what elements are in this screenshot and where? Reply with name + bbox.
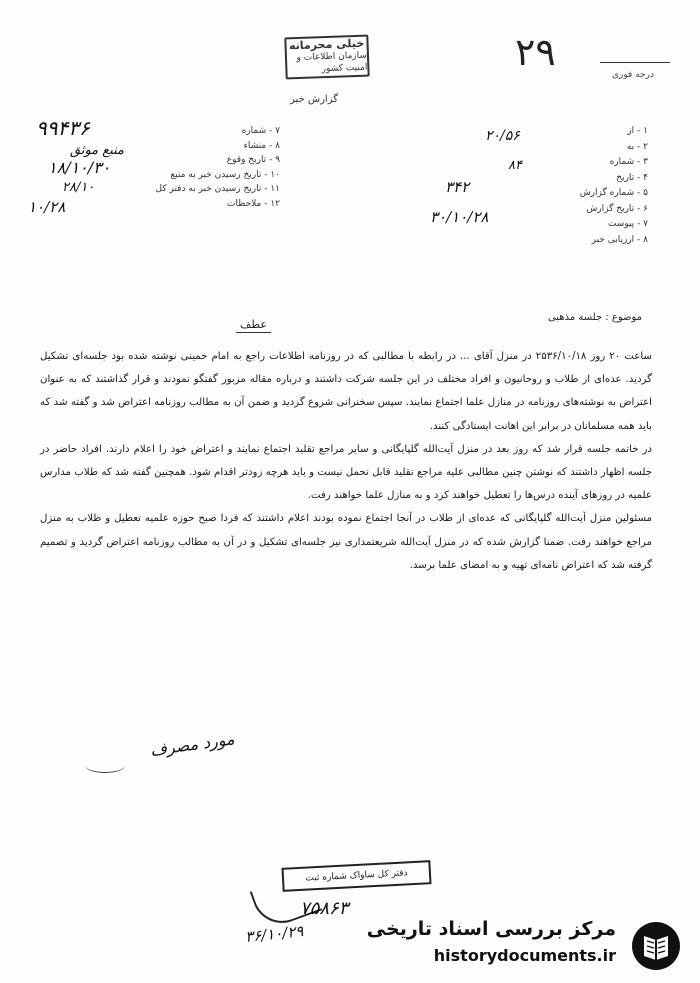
field-label: ۸ - ارزیابی خبر [591, 234, 648, 245]
field-label: ۷ - پیوست [607, 219, 648, 229]
left-form-fields [130, 124, 280, 211]
field-label: ۱ - از [627, 126, 648, 136]
margin-note: مورد مصرف [149, 729, 236, 760]
book-logo-icon [630, 920, 682, 972]
classification-stamp [284, 35, 369, 80]
handwritten-report-number: ۳۴۲ [445, 178, 470, 196]
body-paragraph: ساعت ۲۰ روز ۲۵۳۶/۱۰/۱۸ در منزل آقای ... در رابطه با مطالبی که در روزنامه اطلاعات راجع به امام خمینی نوشته شده بود جلسه‌ای تشکیل گردید. عده‌ای از طلاب و روحانیون و افراد مختلف در این جلسه شرکت داشتند و درباره مقاله مزبور گفتگو نمودند و قرار گذاشتند که به عنوان اعتراض به نوشته‌های روزنامه در منازل علما اجتماع نمایند. سپس سخنرانی شروع گردید و ضمن آن به مطالب روزنامه اعتراض شد و گفته شد که باید همه مسلمانان در برابر این اهانت ایستادگی کنند. [40, 351, 652, 432]
field-label: ۶ - تاریخ گزارش [586, 203, 648, 214]
urgency-label: درجه فوری [612, 70, 654, 80]
handwritten-number: ۹۹۴۳۶ [36, 116, 90, 140]
report-label: گزارش خبر [290, 94, 338, 105]
field-label: ۵ - شماره گزارش [579, 188, 648, 198]
handwritten-to: ۸۴ [508, 158, 522, 173]
report-body [40, 345, 652, 577]
page-number: ۲۹ [515, 30, 556, 74]
field-label: ۷ - شماره [241, 126, 280, 136]
field-label: ۴ - تاریخ [616, 172, 648, 183]
field-label: ۱۱ - تاریخ رسیدن خبر به دفتر کل [155, 184, 280, 194]
registration-date: ۳۶/۱۰/۲۹ [244, 921, 305, 947]
subject-heading: عطف [240, 318, 267, 331]
registration-number: ۷۵۸۶۳ [300, 898, 349, 919]
field-label: ۱۲ - ملاحظات [227, 198, 280, 209]
handwritten-source: منبع موثق [70, 143, 124, 158]
page-number-underline [600, 62, 670, 63]
subject-line: موضوع : جلسه مذهبی [547, 312, 642, 323]
watermark-url: historydocuments.ir [433, 946, 616, 965]
field-label: ۳ - شماره [609, 157, 648, 167]
watermark [366, 918, 688, 974]
field-label: ۸ - منشاء [243, 140, 280, 151]
handwritten-report-date: ۳۰/۱۰/۲۸ [430, 208, 489, 226]
handwritten-from: ۲۰/۵۶ [485, 128, 520, 144]
receipt-stamp: دفتر کل ساواک شماره ثبت [281, 860, 431, 892]
field-label: ۲ - به [626, 141, 648, 152]
stamp-line-2: سازمان اطلاعات و امنیت کشور [296, 50, 368, 75]
handwritten-underline [85, 758, 125, 773]
watermark-title: مرکز بررسی اسناد تاریخی [366, 918, 616, 940]
handwritten-event-date: ۱۸/۱۰/۳۰ [48, 158, 111, 177]
handwritten-source-date: ۲۸/۱۰ [62, 180, 95, 195]
body-paragraph: در خاتمه جلسه قرار شد که روز بعد در منزل آیت‌الله گلپایگانی و سایر مراجع تقلید اجتماع نمایند و اعتراض خود را اعلام دارند. افراد حاضر در جلسه اظهار داشتند که نوشتن چنین مطالبی علیه مراجع تقلید قابل تحمل نیست و باید هرچه زودتر اقدام شود. همچنین گفته شد که طلاب مدارس علمیه در روزهای آینده درس‌ها را تعطیل خواهند کرد و به منازل علما خواهند رفت. [40, 443, 652, 502]
field-label: ۱۰ - تاریخ رسیدن خبر به منبع [170, 169, 280, 180]
field-label: ۹ - تاریخ وقوع [226, 155, 280, 165]
body-paragraph: مسئولین منزل آیت‌الله گلپایگانی که عده‌ای از طلاب در آنجا اجتماع نموده بودند اعلام داشتند که فردا صبح حوزه علمیه تعطیل و طلاب به منزل مراجع خواهند رفت. ضمنا گزارش شده که در منزل آیت‌الله شریعتمداری نیز جلسه‌ای تشکیل و در آن به مطالب روزنامه اعتراض گردید و تصمیم گرفته شد که اعتراض نامه‌ای تهیه و به امضای علما برسد. [40, 513, 652, 571]
stamp-line-1: خیلی محرمانه [288, 36, 365, 53]
right-form-fields [398, 124, 648, 248]
handwritten-office-date: ۱۰/۲۸ [28, 198, 66, 216]
